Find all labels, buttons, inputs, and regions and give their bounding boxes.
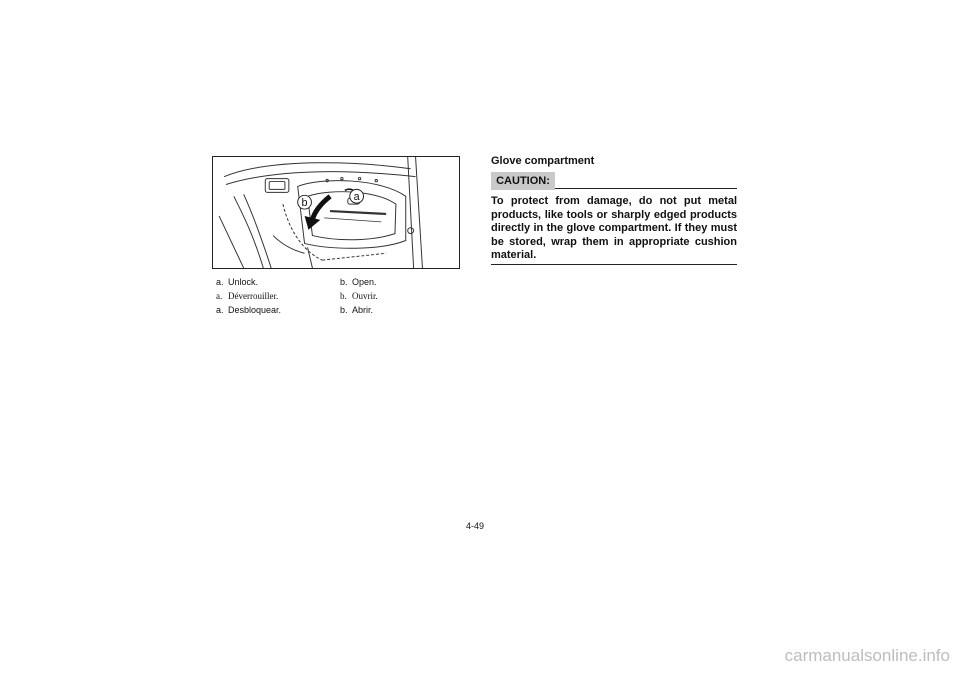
legend-text: Unlock. [228,277,259,287]
legend-text: Abrir. [352,305,374,315]
legend-key: a. [216,277,224,287]
glove-compartment-illustration [212,156,460,269]
callout-b-label: b [301,197,308,210]
section-heading: Glove compartment [491,155,595,167]
legend-key: b. [340,277,348,287]
legend-key: b. [340,305,348,315]
legend-key: b. [340,291,347,301]
legend-text: Ouvrir. [352,291,378,301]
legend-open-en [340,276,377,288]
page-number: 4-49 [466,521,485,531]
legend-unlock-en [216,276,258,288]
caution-rule-top [555,188,737,189]
legend-text: Déverrouiller. [228,291,279,301]
legend-text: Open. [352,277,377,287]
callout-a-label: a [353,191,360,204]
legend-key: a. [216,291,223,301]
watermark: carmanualsonline.info [784,646,950,665]
legend-unlock-es [216,304,281,316]
legend-open-es [340,304,373,316]
caution-rule-bottom [491,264,737,265]
legend-text: Desbloquear. [228,305,282,315]
caution-badge: CAUTION: [491,172,555,190]
dashboard-drawing [213,157,459,268]
legend-open-fr [340,290,378,302]
caution-text: To protect from damage, do not put metal products, like tools or sharply edged products directly in the glove compartment. If they must be stored, wrap them in appropriate cushion material. [491,195,737,262]
caution-header [491,172,737,192]
legend-key: a. [216,305,224,315]
legend-unlock-fr [216,290,278,302]
